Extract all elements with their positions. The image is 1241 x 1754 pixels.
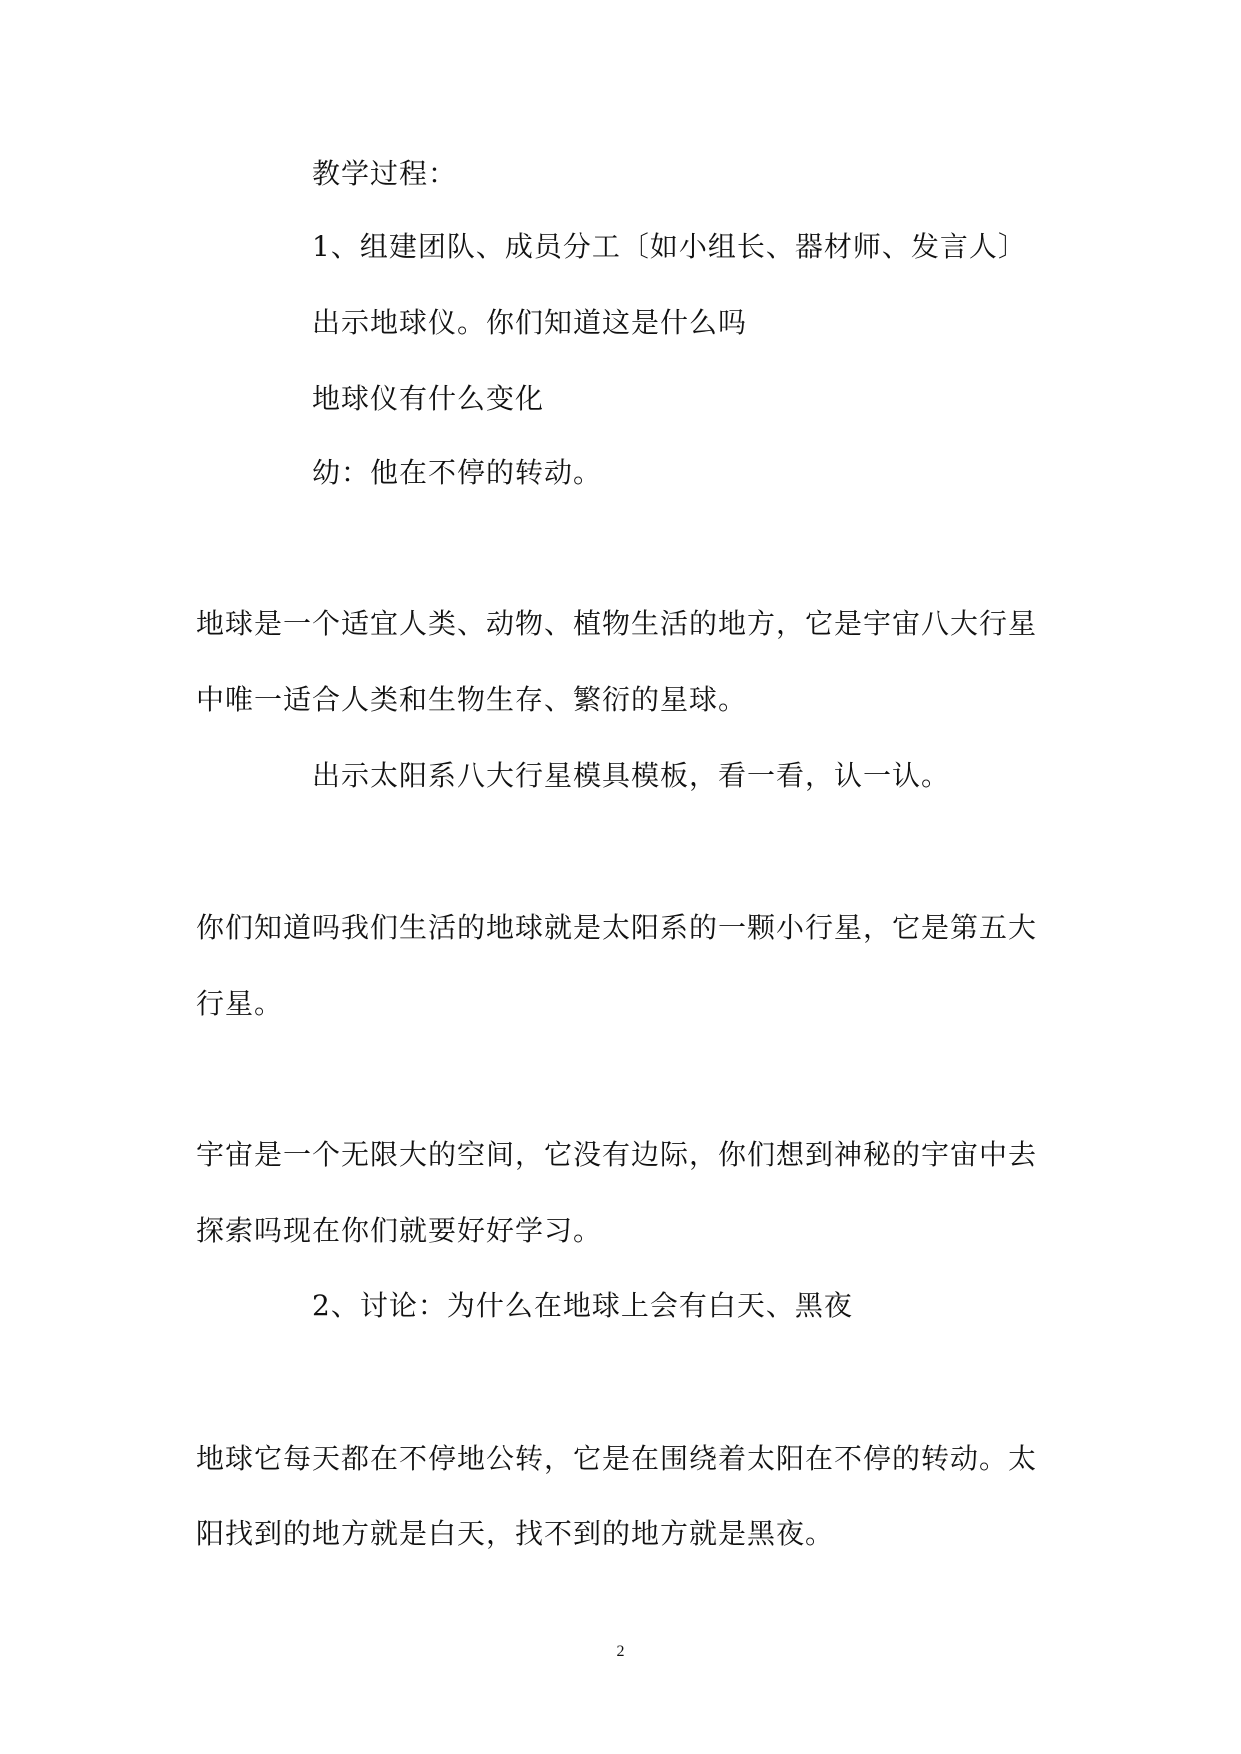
paragraph-line: 中唯一适合人类和生物生存、繁衍的星球。 [196, 683, 748, 716]
paragraph-line: 地球仪有什么变化 [312, 382, 545, 415]
paragraph-line: 出示地球仪。你们知道这是什么吗 [312, 306, 748, 339]
step-2-text: 2、讨论：为什么在地球上会有白天、黑夜 [312, 1289, 853, 1322]
paragraph-line: 你们知道吗我们生活的地球就是太阳系的一颗小行星，它是第五大 [196, 911, 1038, 944]
paragraph-line: 地球它每天都在不停地公转，它是在围绕着太阳在不停的转动。太 [196, 1442, 1038, 1475]
section-heading: 教学过程： [312, 157, 458, 190]
paragraph-line: 出示太阳系八大行星模具模板，看一看，认一认。 [312, 759, 951, 792]
paragraph-line: 探索吗现在你们就要好好学习。 [196, 1214, 603, 1247]
step-1-text: 1、组建团队、成员分工〔如小组长、器材师、发言人〕 [312, 230, 1027, 263]
paragraph-line: 幼：他在不停的转动。 [312, 456, 603, 489]
page-number: 2 [616, 1643, 625, 1660]
paragraph-line: 地球是一个适宜人类、动物、植物生活的地方，它是宇宙八大行星 [196, 607, 1038, 640]
paragraph-line: 宇宙是一个无限大的空间，它没有边际，你们想到神秘的宇宙中去 [196, 1138, 1038, 1171]
paragraph-line: 行星。 [196, 987, 284, 1020]
paragraph-line: 阳找到的地方就是白天，找不到的地方就是黑夜。 [196, 1517, 835, 1550]
